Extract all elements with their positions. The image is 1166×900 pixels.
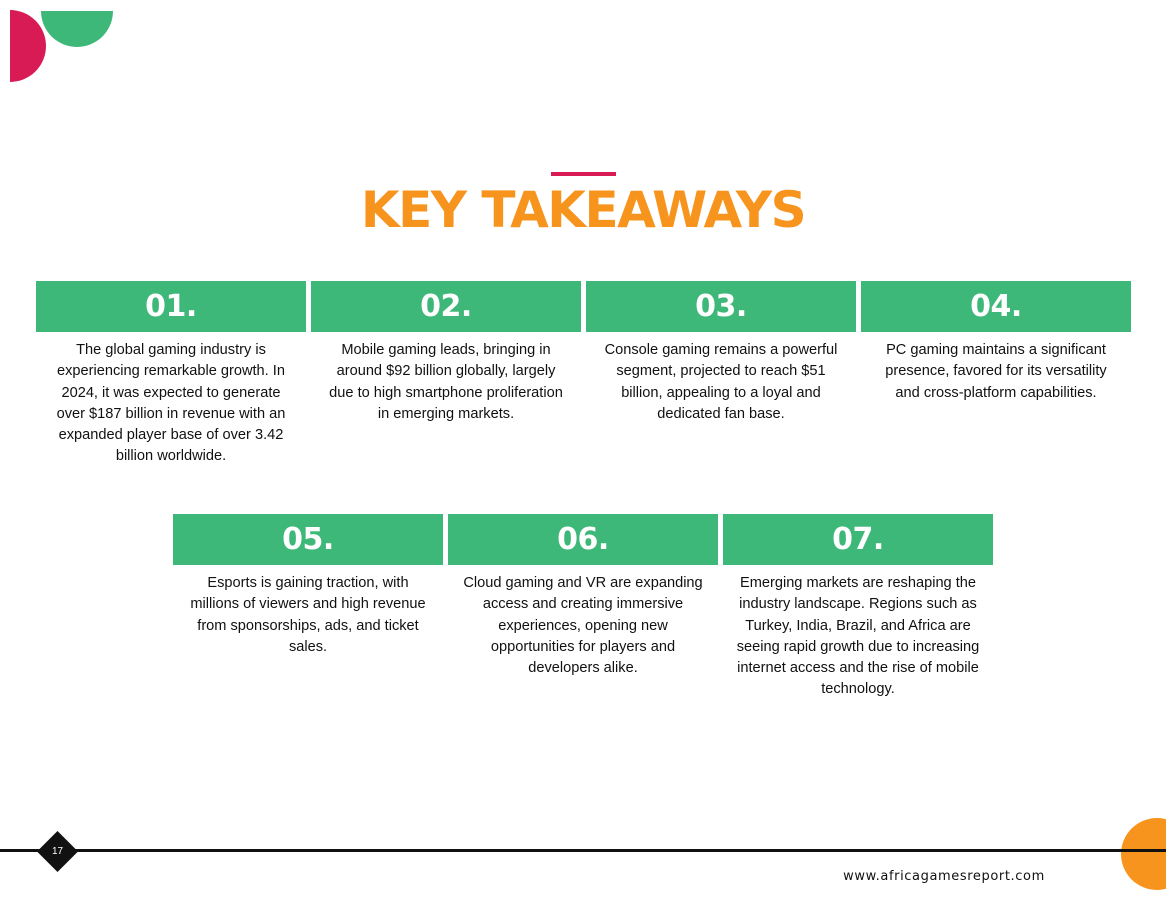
takeaway-number: 04. — [861, 281, 1131, 332]
takeaway-text: Esports is gaining traction, with millions of viewers and high revenue from sponsorships, ads, and ticket sales. — [190, 575, 426, 655]
takeaway-card-03 — [586, 281, 856, 425]
takeaway-card-04 — [861, 281, 1131, 404]
title-accent-bar — [551, 172, 616, 176]
footer-url[interactable]: www.africagamesreport.com — [843, 869, 1045, 884]
takeaway-number: 01. — [36, 281, 306, 332]
footer-divider — [0, 849, 1166, 852]
takeaway-number: 07. — [723, 514, 993, 565]
decorative-green-semicircle — [41, 11, 113, 47]
takeaway-text: PC gaming maintains a significant presence, favored for its versatility and cross-platform capabilities. — [885, 342, 1107, 401]
takeaway-number: 02. — [311, 281, 581, 332]
decorative-pink-semicircle — [10, 10, 46, 82]
takeaway-card-07 — [723, 514, 993, 701]
takeaway-text: Cloud gaming and VR are expanding access and creating immersive experiences, opening new opportunities for players and developers alike. — [463, 575, 703, 677]
takeaway-card-06 — [448, 514, 718, 679]
page-number: 17 — [51, 846, 64, 857]
takeaway-text: Console gaming remains a powerful segment, projected to reach $51 billion, appealing to a loyal and dedicated fan base. — [604, 342, 838, 422]
takeaway-card-05 — [173, 514, 443, 658]
page-title: KEY TAKEAWAYS — [360, 181, 806, 239]
takeaway-card-01 — [36, 281, 306, 468]
takeaway-number: 03. — [586, 281, 856, 332]
takeaway-number: 06. — [448, 514, 718, 565]
takeaway-text: Emerging markets are reshaping the industry landscape. Regions such as Turkey, India, Brazil, and Africa are seeing rapid growth due to increasing internet access and the rise of mobile technology. — [736, 575, 980, 698]
decorative-orange-circle — [1121, 818, 1166, 890]
takeaway-text: Mobile gaming leads, bringing in around $92 billion globally, largely due to high smartphone proliferation in emerging markets. — [329, 342, 563, 422]
takeaway-card-02 — [311, 281, 581, 425]
takeaway-text: The global gaming industry is experiencing remarkable growth. In 2024, it was expected to generate over $187 billion in revenue with an expanded player base of over 3.42 billion worldwide. — [56, 342, 286, 465]
takeaway-number: 05. — [173, 514, 443, 565]
